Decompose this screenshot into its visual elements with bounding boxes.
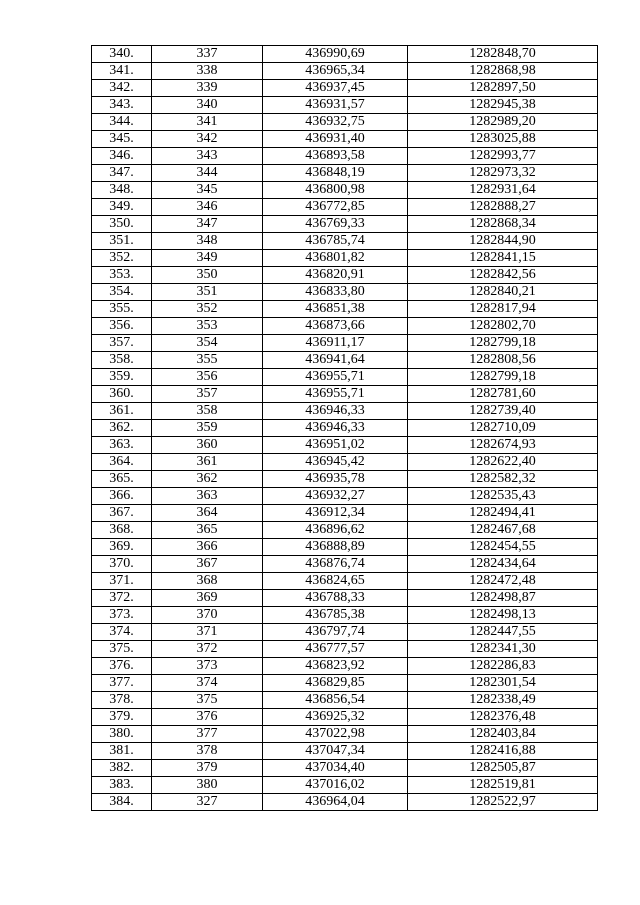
x-coordinate-cell: 436873,66	[263, 318, 408, 335]
y-coordinate-cell: 1282897,50	[408, 80, 598, 97]
point-number-cell: 363	[152, 488, 263, 505]
row-number-cell: 382.	[92, 760, 152, 777]
row-number-cell: 356.	[92, 318, 152, 335]
point-number-cell: 369	[152, 590, 263, 607]
table-row	[92, 726, 598, 743]
point-number-cell: 373	[152, 658, 263, 675]
y-coordinate-cell: 1282301,54	[408, 675, 598, 692]
point-number-cell: 361	[152, 454, 263, 471]
point-number-cell: 378	[152, 743, 263, 760]
y-coordinate-cell: 1282376,48	[408, 709, 598, 726]
x-coordinate-cell: 436932,27	[263, 488, 408, 505]
table-row	[92, 675, 598, 692]
table-row	[92, 658, 598, 675]
row-number-cell: 378.	[92, 692, 152, 709]
point-number-cell: 327	[152, 794, 263, 811]
row-number-cell: 380.	[92, 726, 152, 743]
y-coordinate-cell: 1282582,32	[408, 471, 598, 488]
table-row	[92, 437, 598, 454]
y-coordinate-cell: 1282505,87	[408, 760, 598, 777]
point-number-cell: 351	[152, 284, 263, 301]
table-row	[92, 233, 598, 250]
table-row	[92, 114, 598, 131]
x-coordinate-cell: 436820,91	[263, 267, 408, 284]
y-coordinate-cell: 1282844,90	[408, 233, 598, 250]
y-coordinate-cell: 1282973,32	[408, 165, 598, 182]
x-coordinate-cell: 436800,98	[263, 182, 408, 199]
table-row	[92, 182, 598, 199]
row-number-cell: 381.	[92, 743, 152, 760]
y-coordinate-cell: 1282868,34	[408, 216, 598, 233]
table-row	[92, 97, 598, 114]
x-coordinate-cell: 436951,02	[263, 437, 408, 454]
table-row	[92, 250, 598, 267]
point-number-cell: 367	[152, 556, 263, 573]
table-row	[92, 641, 598, 658]
row-number-cell: 347.	[92, 165, 152, 182]
x-coordinate-cell: 436797,74	[263, 624, 408, 641]
x-coordinate-cell: 437016,02	[263, 777, 408, 794]
point-number-cell: 337	[152, 46, 263, 63]
y-coordinate-cell: 1282674,93	[408, 437, 598, 454]
x-coordinate-cell: 436946,33	[263, 403, 408, 420]
row-number-cell: 357.	[92, 335, 152, 352]
row-number-cell: 376.	[92, 658, 152, 675]
y-coordinate-cell: 1282888,27	[408, 199, 598, 216]
table-row	[92, 607, 598, 624]
table-row	[92, 301, 598, 318]
point-number-cell: 348	[152, 233, 263, 250]
row-number-cell: 358.	[92, 352, 152, 369]
row-number-cell: 374.	[92, 624, 152, 641]
y-coordinate-cell: 1282710,09	[408, 420, 598, 437]
table-row	[92, 573, 598, 590]
y-coordinate-cell: 1282799,18	[408, 335, 598, 352]
table-row	[92, 760, 598, 777]
point-number-cell: 362	[152, 471, 263, 488]
y-coordinate-cell: 1282840,21	[408, 284, 598, 301]
point-number-cell: 379	[152, 760, 263, 777]
y-coordinate-cell: 1282799,18	[408, 369, 598, 386]
y-coordinate-cell: 1282519,81	[408, 777, 598, 794]
row-number-cell: 351.	[92, 233, 152, 250]
row-number-cell: 340.	[92, 46, 152, 63]
y-coordinate-cell: 1282403,84	[408, 726, 598, 743]
point-number-cell: 372	[152, 641, 263, 658]
point-number-cell: 347	[152, 216, 263, 233]
row-number-cell: 359.	[92, 369, 152, 386]
y-coordinate-cell: 1282781,60	[408, 386, 598, 403]
x-coordinate-cell: 437022,98	[263, 726, 408, 743]
point-number-cell: 371	[152, 624, 263, 641]
row-number-cell: 342.	[92, 80, 152, 97]
row-number-cell: 344.	[92, 114, 152, 131]
y-coordinate-cell: 1282931,64	[408, 182, 598, 199]
row-number-cell: 365.	[92, 471, 152, 488]
row-number-cell: 372.	[92, 590, 152, 607]
table-row	[92, 624, 598, 641]
y-coordinate-cell: 1282494,41	[408, 505, 598, 522]
table-row	[92, 80, 598, 97]
coordinates-table-body	[92, 46, 598, 811]
y-coordinate-cell: 1282341,30	[408, 641, 598, 658]
table-row	[92, 505, 598, 522]
y-coordinate-cell: 1282535,43	[408, 488, 598, 505]
x-coordinate-cell: 437034,40	[263, 760, 408, 777]
point-number-cell: 349	[152, 250, 263, 267]
table-row	[92, 46, 598, 63]
point-number-cell: 365	[152, 522, 263, 539]
x-coordinate-cell: 436925,32	[263, 709, 408, 726]
x-coordinate-cell: 436833,80	[263, 284, 408, 301]
table-row	[92, 420, 598, 437]
point-number-cell: 350	[152, 267, 263, 284]
point-number-cell: 366	[152, 539, 263, 556]
point-number-cell: 364	[152, 505, 263, 522]
table-row	[92, 267, 598, 284]
table-row	[92, 63, 598, 80]
row-number-cell: 375.	[92, 641, 152, 658]
x-coordinate-cell: 436856,54	[263, 692, 408, 709]
point-number-cell: 358	[152, 403, 263, 420]
y-coordinate-cell: 1282522,97	[408, 794, 598, 811]
point-number-cell: 346	[152, 199, 263, 216]
y-coordinate-cell: 1282447,55	[408, 624, 598, 641]
y-coordinate-cell: 1282802,70	[408, 318, 598, 335]
point-number-cell: 357	[152, 386, 263, 403]
x-coordinate-cell: 436941,64	[263, 352, 408, 369]
point-number-cell: 368	[152, 573, 263, 590]
x-coordinate-cell: 436912,34	[263, 505, 408, 522]
y-coordinate-cell: 1282622,40	[408, 454, 598, 471]
row-number-cell: 364.	[92, 454, 152, 471]
point-number-cell: 342	[152, 131, 263, 148]
row-number-cell: 377.	[92, 675, 152, 692]
x-coordinate-cell: 436965,34	[263, 63, 408, 80]
point-number-cell: 376	[152, 709, 263, 726]
table-row	[92, 335, 598, 352]
row-number-cell: 371.	[92, 573, 152, 590]
y-coordinate-cell: 1283025,88	[408, 131, 598, 148]
x-coordinate-cell: 436937,45	[263, 80, 408, 97]
table-row	[92, 692, 598, 709]
y-coordinate-cell: 1282416,88	[408, 743, 598, 760]
table-row	[92, 284, 598, 301]
table-row	[92, 743, 598, 760]
y-coordinate-cell: 1282868,98	[408, 63, 598, 80]
point-number-cell: 370	[152, 607, 263, 624]
x-coordinate-cell: 436888,89	[263, 539, 408, 556]
row-number-cell: 346.	[92, 148, 152, 165]
y-coordinate-cell: 1282848,70	[408, 46, 598, 63]
row-number-cell: 341.	[92, 63, 152, 80]
table-row	[92, 199, 598, 216]
x-coordinate-cell: 436911,17	[263, 335, 408, 352]
x-coordinate-cell: 436777,57	[263, 641, 408, 658]
table-row	[92, 777, 598, 794]
y-coordinate-cell: 1282498,87	[408, 590, 598, 607]
y-coordinate-cell: 1282945,38	[408, 97, 598, 114]
row-number-cell: 373.	[92, 607, 152, 624]
point-number-cell: 338	[152, 63, 263, 80]
point-number-cell: 359	[152, 420, 263, 437]
table-row	[92, 539, 598, 556]
row-number-cell: 383.	[92, 777, 152, 794]
table-row	[92, 386, 598, 403]
x-coordinate-cell: 437047,34	[263, 743, 408, 760]
table-row	[92, 165, 598, 182]
point-number-cell: 344	[152, 165, 263, 182]
x-coordinate-cell: 436955,71	[263, 369, 408, 386]
point-number-cell: 339	[152, 80, 263, 97]
point-number-cell: 353	[152, 318, 263, 335]
coordinates-table	[91, 45, 598, 811]
point-number-cell: 343	[152, 148, 263, 165]
y-coordinate-cell: 1282498,13	[408, 607, 598, 624]
table-row	[92, 454, 598, 471]
table-row	[92, 794, 598, 811]
x-coordinate-cell: 436824,65	[263, 573, 408, 590]
row-number-cell: 369.	[92, 539, 152, 556]
x-coordinate-cell: 436876,74	[263, 556, 408, 573]
table-row	[92, 216, 598, 233]
y-coordinate-cell: 1282993,77	[408, 148, 598, 165]
point-number-cell: 341	[152, 114, 263, 131]
point-number-cell: 355	[152, 352, 263, 369]
row-number-cell: 343.	[92, 97, 152, 114]
point-number-cell: 375	[152, 692, 263, 709]
row-number-cell: 368.	[92, 522, 152, 539]
y-coordinate-cell: 1282338,49	[408, 692, 598, 709]
x-coordinate-cell: 436769,33	[263, 216, 408, 233]
row-number-cell: 370.	[92, 556, 152, 573]
table-row	[92, 148, 598, 165]
point-number-cell: 340	[152, 97, 263, 114]
y-coordinate-cell: 1282434,64	[408, 556, 598, 573]
y-coordinate-cell: 1282817,94	[408, 301, 598, 318]
x-coordinate-cell: 436829,85	[263, 675, 408, 692]
x-coordinate-cell: 436772,85	[263, 199, 408, 216]
x-coordinate-cell: 436932,75	[263, 114, 408, 131]
row-number-cell: 379.	[92, 709, 152, 726]
y-coordinate-cell: 1282472,48	[408, 573, 598, 590]
point-number-cell: 345	[152, 182, 263, 199]
point-number-cell: 377	[152, 726, 263, 743]
x-coordinate-cell: 436785,74	[263, 233, 408, 250]
x-coordinate-cell: 436785,38	[263, 607, 408, 624]
table-row	[92, 471, 598, 488]
x-coordinate-cell: 436931,57	[263, 97, 408, 114]
table-row	[92, 131, 598, 148]
row-number-cell: 345.	[92, 131, 152, 148]
row-number-cell: 352.	[92, 250, 152, 267]
table-row	[92, 556, 598, 573]
x-coordinate-cell: 436823,92	[263, 658, 408, 675]
point-number-cell: 374	[152, 675, 263, 692]
row-number-cell: 367.	[92, 505, 152, 522]
point-number-cell: 380	[152, 777, 263, 794]
table-row	[92, 369, 598, 386]
row-number-cell: 348.	[92, 182, 152, 199]
table-row	[92, 403, 598, 420]
x-coordinate-cell: 436896,62	[263, 522, 408, 539]
x-coordinate-cell: 436788,33	[263, 590, 408, 607]
y-coordinate-cell: 1282739,40	[408, 403, 598, 420]
x-coordinate-cell: 436851,38	[263, 301, 408, 318]
point-number-cell: 360	[152, 437, 263, 454]
row-number-cell: 361.	[92, 403, 152, 420]
table-row	[92, 352, 598, 369]
table-row	[92, 709, 598, 726]
row-number-cell: 350.	[92, 216, 152, 233]
y-coordinate-cell: 1282808,56	[408, 352, 598, 369]
y-coordinate-cell: 1282841,15	[408, 250, 598, 267]
y-coordinate-cell: 1282989,20	[408, 114, 598, 131]
x-coordinate-cell: 436893,58	[263, 148, 408, 165]
row-number-cell: 363.	[92, 437, 152, 454]
x-coordinate-cell: 436931,40	[263, 131, 408, 148]
y-coordinate-cell: 1282842,56	[408, 267, 598, 284]
x-coordinate-cell: 436801,82	[263, 250, 408, 267]
table-row	[92, 488, 598, 505]
x-coordinate-cell: 436848,19	[263, 165, 408, 182]
x-coordinate-cell: 436946,33	[263, 420, 408, 437]
row-number-cell: 384.	[92, 794, 152, 811]
x-coordinate-cell: 436945,42	[263, 454, 408, 471]
table-row	[92, 522, 598, 539]
y-coordinate-cell: 1282454,55	[408, 539, 598, 556]
row-number-cell: 362.	[92, 420, 152, 437]
row-number-cell: 360.	[92, 386, 152, 403]
x-coordinate-cell: 436955,71	[263, 386, 408, 403]
row-number-cell: 349.	[92, 199, 152, 216]
point-number-cell: 354	[152, 335, 263, 352]
row-number-cell: 353.	[92, 267, 152, 284]
y-coordinate-cell: 1282467,68	[408, 522, 598, 539]
point-number-cell: 356	[152, 369, 263, 386]
table-row	[92, 318, 598, 335]
x-coordinate-cell: 436935,78	[263, 471, 408, 488]
row-number-cell: 366.	[92, 488, 152, 505]
y-coordinate-cell: 1282286,83	[408, 658, 598, 675]
x-coordinate-cell: 436990,69	[263, 46, 408, 63]
x-coordinate-cell: 436964,04	[263, 794, 408, 811]
row-number-cell: 354.	[92, 284, 152, 301]
row-number-cell: 355.	[92, 301, 152, 318]
table-row	[92, 590, 598, 607]
point-number-cell: 352	[152, 301, 263, 318]
